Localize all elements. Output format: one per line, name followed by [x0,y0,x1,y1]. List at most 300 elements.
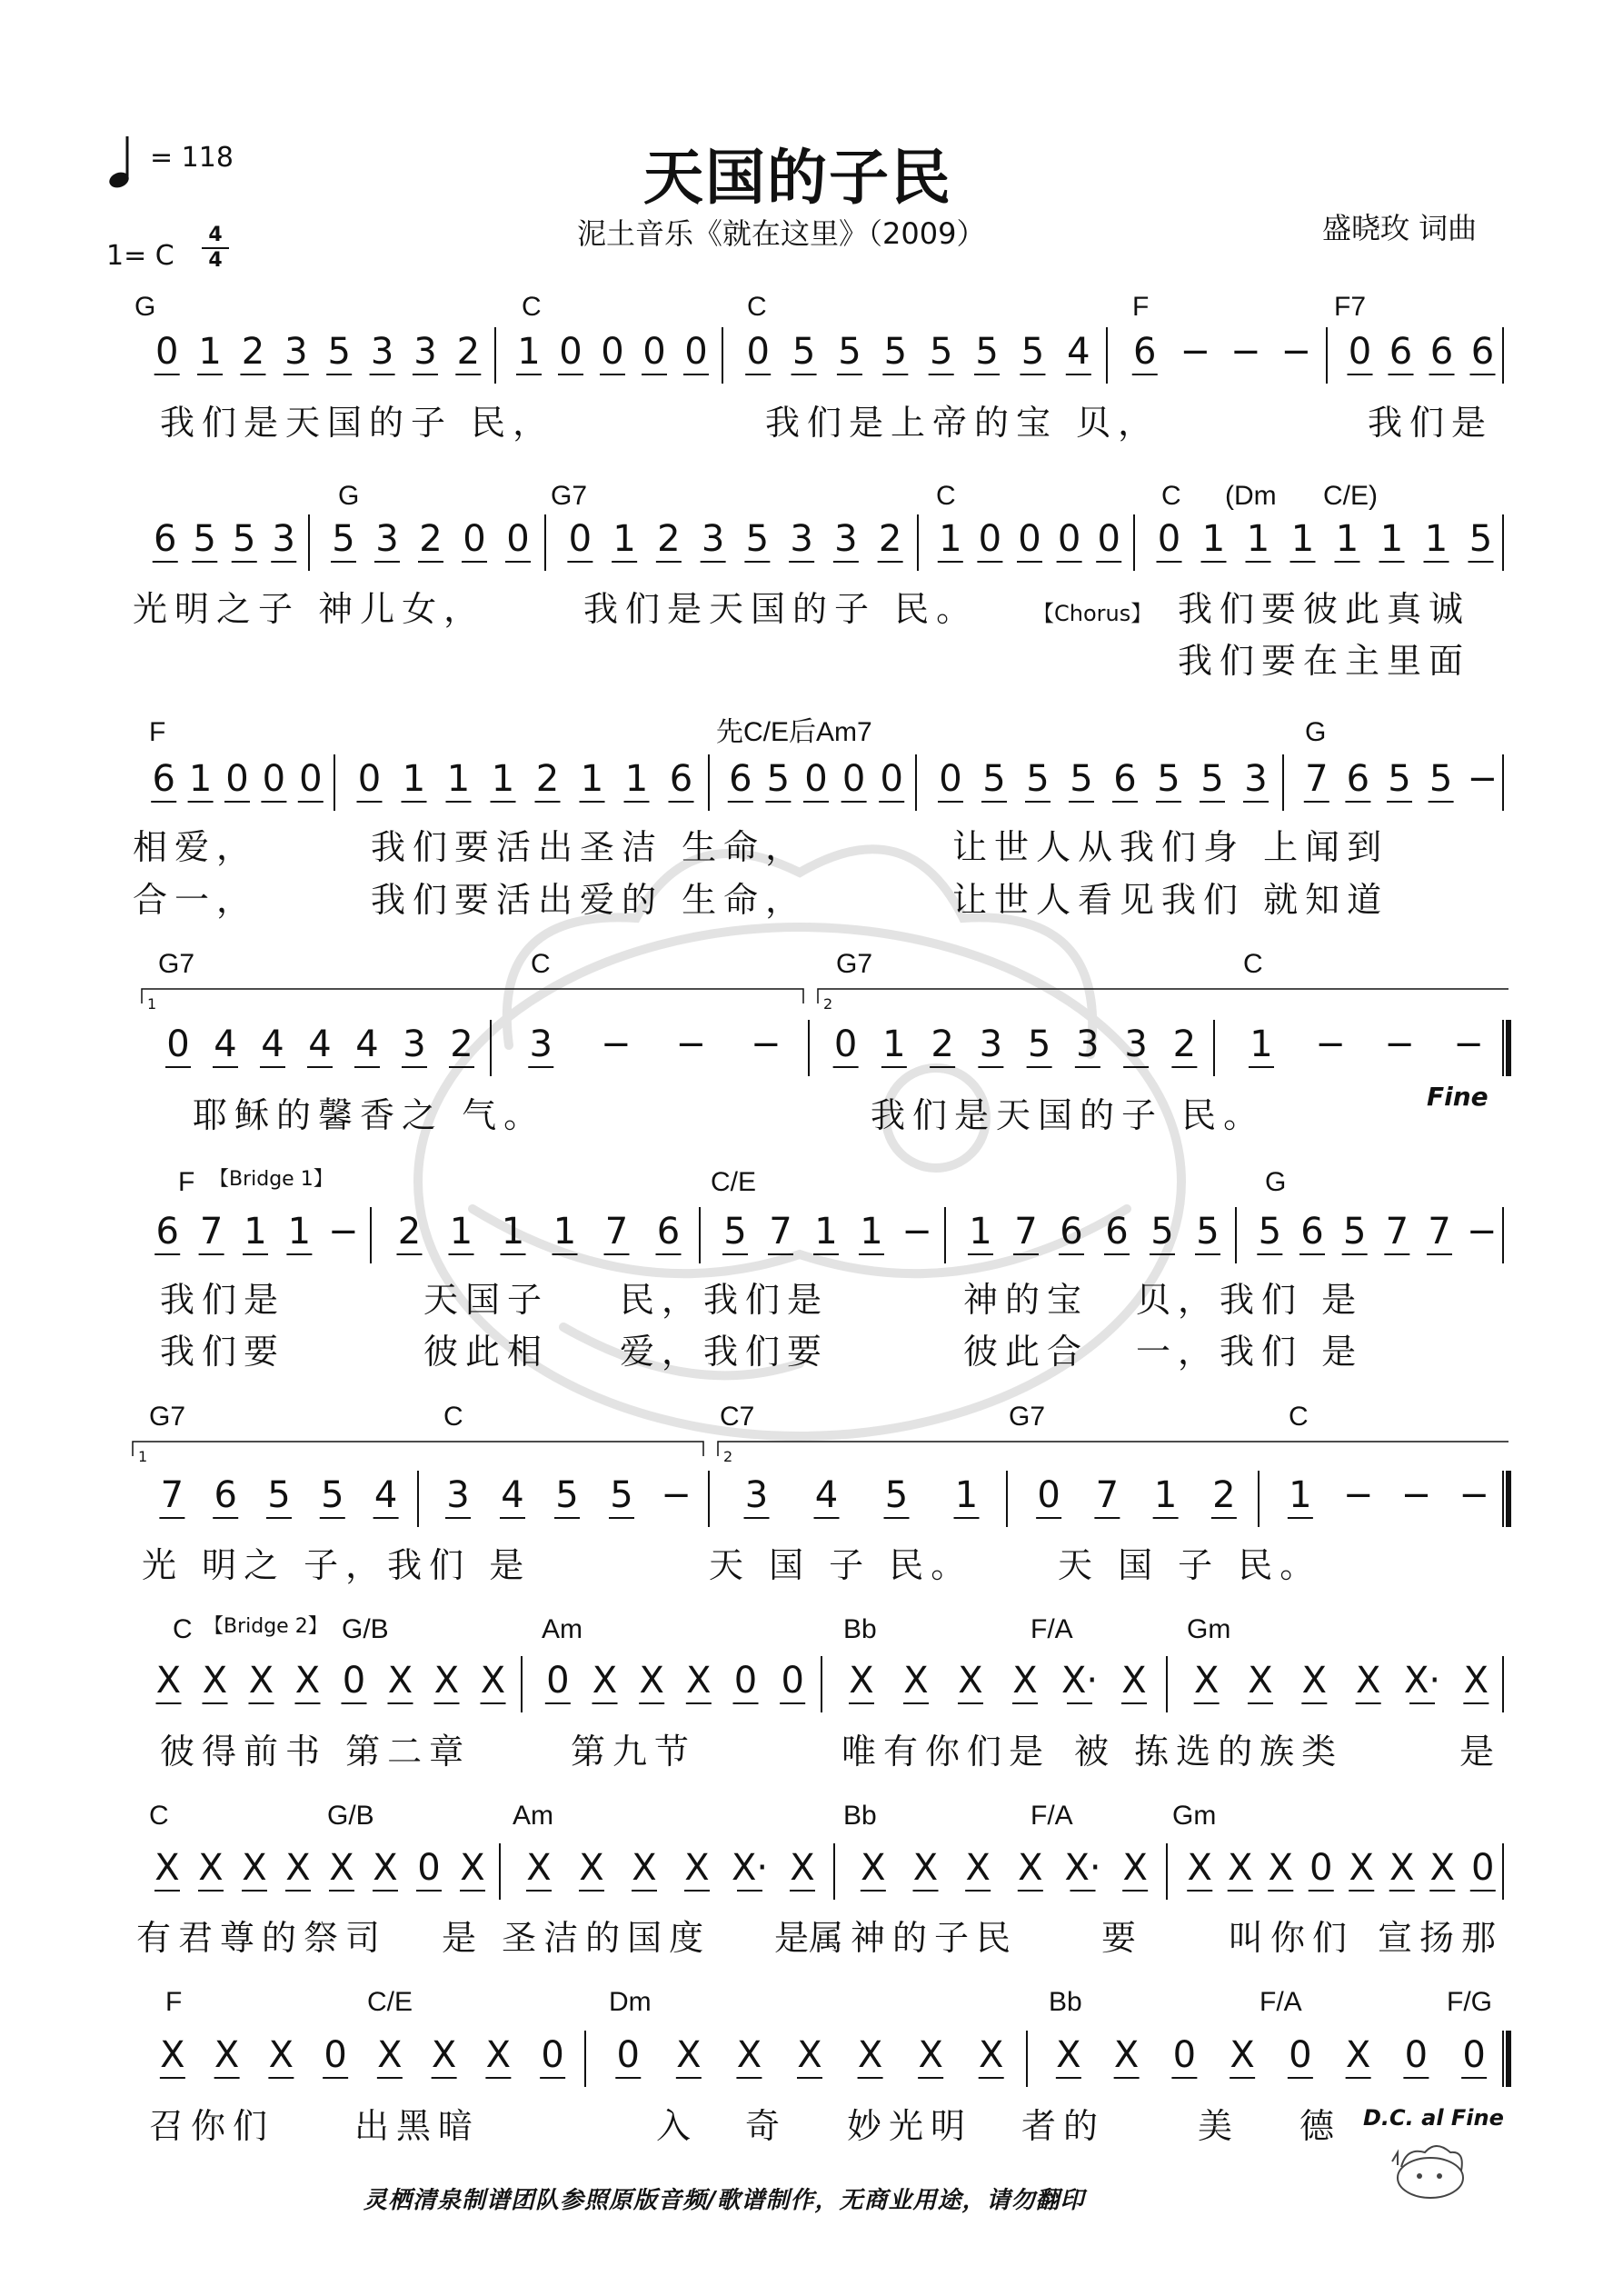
dc-al-fine-marking: D.C. al Fine [1363,2105,1504,2131]
note-glyph: X [268,2034,294,2076]
chord-label: C [1289,1402,1309,1432]
note-glyph: 3 [370,331,394,373]
note-glyph: X [684,1847,710,1889]
note-glyph: X [632,1847,657,1889]
note-glyph: 1 [446,758,471,800]
note-glyph: 0 [546,1660,570,1702]
note-glyph: 6 [1429,331,1454,373]
note-glyph: 0 [1097,518,1120,560]
section-label: 【Bridge 2】 [204,1615,328,1638]
note-glyph: 0 [559,331,582,373]
note-glyph: 0 [746,331,770,373]
note-glyph: X [1268,1847,1293,1889]
note-glyph: X [912,1847,939,1889]
note-glyph: X [198,1847,224,1889]
note-glyph: 5 [982,758,1006,800]
note-glyph: X [373,1847,398,1889]
note-glyph: 3 [790,518,813,560]
note-glyph: 0 [1471,1847,1495,1889]
note-glyph: 2 [931,1023,954,1065]
lyric-text: 宣扬那 [1378,1918,1504,1958]
note-glyph: − [661,1474,692,1516]
lyric-text: 一，我们 是 [1136,1332,1364,1372]
lyric-text: 我们要活出圣洁 生命， [371,827,808,867]
note-glyph: 3 [834,518,858,560]
note-glyph: X [377,2034,403,2076]
note-glyph: X [485,2034,512,2076]
lyric-text: 叫你们 [1229,1918,1355,1958]
lyric-text: 合一， [133,880,259,920]
note-glyph: X· [1060,1660,1099,1702]
note-glyph: 5 [1469,518,1493,560]
note-glyph: X [639,1660,664,1702]
note-glyph: 2 [1172,1023,1197,1065]
chord-label: G [134,292,156,322]
note-glyph: 1 [1379,518,1404,560]
note-glyph: 7 [1014,1211,1038,1253]
lyric-text: 召你们 [149,2106,275,2146]
note-glyph: 6 [152,758,175,800]
note-glyph: 3 [529,1023,553,1065]
note-glyph: − [1315,1023,1346,1065]
lyric-text: 让世人从我们身 上闻到 [952,827,1389,867]
note-glyph: X [1463,1660,1489,1702]
note-glyph: 2 [397,1211,422,1253]
time-sig-top: 4 [208,224,223,246]
note-glyph: 1 [188,758,213,800]
note-glyph: 4 [214,1023,237,1065]
note-glyph: X [1429,1847,1455,1889]
note-glyph: 5 [267,1474,291,1516]
note-glyph: 6 [1300,1211,1324,1253]
note-glyph: 1 [402,758,426,800]
note-glyph: 1 [553,1211,577,1253]
note-glyph: 2 [657,518,681,560]
note-glyph: 5 [1070,758,1093,800]
chord-label: F/A [1031,1614,1073,1644]
note-glyph: 1 [1424,518,1449,560]
note-glyph: − [1467,758,1498,800]
note-glyph: X [242,1847,267,1889]
note-glyph: 0 [154,331,179,373]
note-glyph: − [1466,1211,1498,1253]
note-glyph: X [918,2034,943,2076]
note-glyph: X [248,1660,274,1702]
note-glyph: 0 [1289,2034,1312,2076]
chord-label: Bb [843,1614,877,1644]
chord-label: F7 [1334,292,1367,322]
lyric-text: 光 明之 子，我们 是 [142,1545,532,1585]
chord-label: G7 [836,949,873,979]
second-ending-number: 2 [723,1448,733,1465]
chord-label: Bb [1049,1987,1082,2017]
note-glyph: 5 [929,331,953,373]
section-label: 【Bridge 1】 [209,1168,334,1191]
note-glyph: X [736,2034,762,2076]
note-glyph: X [1012,1660,1038,1702]
note-glyph: 1 [969,1211,992,1253]
note-glyph: 5 [1258,1211,1282,1253]
lyric-text: 者的 [1021,2106,1106,2146]
note-glyph: X [1355,1660,1381,1702]
note-glyph: X [797,2034,822,2076]
note-glyph: X [214,2034,240,2076]
note-glyph: 0 [1037,1474,1060,1516]
chord-label: 先C/E后Am7 [716,717,872,747]
lyric-text: 我们是上帝的宝 贝， [765,403,1160,443]
first-ending-bracket [133,1442,703,1456]
note-glyph: X [965,1847,991,1889]
note-glyph: − [1280,331,1312,373]
note-glyph: 0 [342,1660,366,1702]
note-glyph: 3 [375,518,399,560]
note-glyph: 1 [624,758,649,800]
note-glyph: 0 [568,518,592,560]
lyric-text: 是 [1459,1732,1502,1772]
note-glyph: 0 [880,758,903,800]
note-glyph: 7 [1095,1474,1120,1516]
note-glyph: 1 [882,1023,906,1065]
lyric-text: 我们是天国的子 民， [160,403,555,443]
note-glyph: 6 [1346,758,1370,800]
note-glyph: 5 [1342,1211,1367,1253]
note-glyph: 0 [833,1023,858,1065]
lyric-text: 被 拣选的族类 [1074,1732,1344,1772]
note-glyph: 5 [883,331,908,373]
note-glyph: 5 [745,518,770,560]
chord-label: C/E) [1323,481,1378,511]
note-glyph: 0 [463,518,486,560]
chord-label: F/A [1031,1801,1073,1831]
note-glyph: 0 [225,758,249,800]
note-glyph: 5 [1429,758,1453,800]
note-glyph: 0 [642,331,666,373]
note-glyph: 0 [733,1660,758,1702]
note-glyph: 0 [262,758,286,800]
lyric-text: 美 [1198,2106,1240,2146]
note-glyph: 1 [612,518,636,560]
lyric-text: 我们是 [160,1280,286,1320]
note-glyph: 1 [1289,1474,1312,1516]
lyric-text: 是 圣洁的国度 [442,1918,712,1958]
note-glyph: X· [731,1847,769,1889]
note-glyph: 7 [604,1211,629,1253]
note-glyph: X [676,2034,702,2076]
note-glyph: 0 [781,1660,804,1702]
note-glyph: X [1187,1847,1212,1889]
lyric-text: 彼此合 [963,1332,1090,1372]
note-glyph: 0 [357,758,382,800]
note-glyph: − [1230,331,1261,373]
chord-label: Gm [1172,1801,1217,1831]
note-glyph: 3 [1244,758,1268,800]
lyric-text: 要 [1101,1918,1144,1958]
note-glyph: − [600,1023,632,1065]
lyric-text: 唯有你们是 [841,1732,1051,1772]
note-glyph: X [1121,1660,1147,1702]
second-ending-number: 2 [823,995,833,1013]
note-glyph: − [1180,331,1211,373]
tempo-marking: = 118 [150,142,234,174]
chord-label: C [173,1614,193,1644]
note-glyph: 3 [272,518,295,560]
note-glyph: X [1122,1847,1148,1889]
note-glyph: 3 [701,518,725,560]
note-glyph: 1 [198,331,222,373]
note-glyph: X [1230,2034,1255,2076]
lyric-text: 我们要在主里面 [1178,641,1471,681]
chord-label: F/G [1447,1987,1492,2017]
lyric-text: 妙光明 [847,2106,973,2146]
note-glyph: 0 [978,518,1002,560]
note-glyph: 0 [804,758,828,800]
note-glyph: 1 [491,758,515,800]
chord-label: G [1265,1167,1287,1197]
note-glyph: 2 [1212,1474,1236,1516]
note-glyph: − [1342,1474,1374,1516]
chord-label: F/A [1260,1987,1302,2017]
note-glyph: 2 [535,758,560,800]
lyric-text: 奇 [745,2106,788,2146]
note-glyph: 0 [616,2034,641,2076]
note-glyph: X [285,1847,311,1889]
chord-label: C/E [367,1987,413,2017]
note-glyph: − [1384,1023,1415,1065]
note-glyph: 1 [1246,518,1270,560]
note-glyph: 4 [1067,331,1090,373]
note-glyph: X [790,1847,815,1889]
note-glyph: X· [1403,1660,1441,1702]
note-glyph: X [202,1660,228,1702]
note-glyph: X [1248,1660,1273,1702]
note-glyph: 3 [403,1023,426,1065]
lyric-text: 爱，我们要 [620,1332,830,1372]
lyric-text: 第九节 [571,1732,697,1772]
note-glyph: X [1193,1660,1220,1702]
chord-label: C [522,292,542,322]
note-glyph: 0 [939,758,962,800]
note-glyph: X [1018,1847,1043,1889]
note-glyph: 0 [1172,2034,1197,2076]
note-glyph: 6 [1105,1211,1129,1253]
lyric-text: 天 国 子 民。 [1058,1545,1322,1585]
chord-label: C7 [720,1402,755,1432]
note-glyph: 0 [1057,518,1081,560]
note-glyph: 7 [199,1211,224,1253]
note-glyph: 6 [1113,758,1137,800]
note-glyph: 1 [1153,1474,1178,1516]
lyric-text: 我们要活出爱的 生命， [371,880,808,920]
note-glyph: X [592,1660,618,1702]
note-glyph: 5 [327,331,351,373]
note-glyph: 5 [1027,1023,1051,1065]
note-glyph: X [979,2034,1004,2076]
chord-label: G [1305,717,1327,747]
note-glyph: X [1345,2034,1371,2076]
note-glyph: 6 [729,758,752,800]
note-glyph: 0 [1348,331,1372,373]
note-glyph: 5 [1157,758,1180,800]
note-glyph: X [329,1847,354,1889]
note-glyph: 2 [456,331,481,373]
note-glyph: 4 [308,1023,332,1065]
first-ending-number: 1 [147,995,157,1013]
note-glyph: X [294,1660,321,1702]
note-glyph: 1 [580,758,604,800]
second-ending-bracket [818,989,1508,1003]
note-glyph: 0 [1157,518,1181,560]
note-glyph: 0 [506,518,530,560]
note-glyph: 0 [841,758,866,800]
lyric-text: 属神的子民 [809,1918,1019,1958]
note-glyph: 1 [287,1211,312,1253]
composer-credit: 盛晓玫 词曲 [1322,211,1478,245]
note-glyph: 5 [884,1474,909,1516]
note-glyph: − [901,1211,932,1253]
note-glyph: 4 [373,1474,398,1516]
note-glyph: 5 [555,1474,579,1516]
chord-label: G7 [149,1402,186,1432]
note-glyph: X [387,1660,413,1702]
note-glyph: 4 [261,1023,284,1065]
note-glyph: 6 [1389,331,1413,373]
note-glyph: 0 [541,2034,564,2076]
footer-logo [1389,2131,1470,2203]
note-glyph: 2 [450,1023,473,1065]
lyric-text: 有君尊的祭司 [136,1918,388,1958]
note-glyph: 5 [332,518,355,560]
note-glyph: 5 [1021,331,1045,373]
note-glyph: 5 [1196,1211,1220,1253]
lyric-text: 天 国 子 民。 [709,1545,973,1585]
note-glyph: 3 [1124,1023,1148,1065]
note-glyph: 7 [1385,1211,1409,1253]
note-glyph: X [480,1660,506,1702]
note-glyph: X [857,2034,883,2076]
note-glyph: 0 [684,331,708,373]
note-glyph: 5 [792,331,816,373]
lyric-text: 彼得前书 第二章 [160,1732,472,1772]
note-glyph: 0 [324,2034,347,2076]
note-glyph: X [849,1660,874,1702]
note-glyph: − [675,1023,707,1065]
note-glyph: 6 [669,758,693,800]
note-glyph: 5 [193,518,216,560]
note-glyph: 7 [1428,1211,1451,1253]
fine-marking: Fine [1427,1082,1489,1112]
time-sig-bottom: 4 [208,249,223,272]
footer-notice: 灵栖清泉制谱团队参照原版音频/歌谱制作，无商业用途，请勿翻印 [363,2187,1085,2214]
chord-label: C [1243,949,1263,979]
note-glyph: 5 [233,518,256,560]
key-signature: 1= C [106,240,174,272]
chord-label: C [443,1402,463,1432]
note-glyph: 1 [449,1211,473,1253]
chord-label: F [165,1987,183,2017]
note-glyph: 0 [1404,2034,1429,2076]
chord-label: G/B [342,1614,389,1644]
chord-label: C [149,1801,169,1831]
lyric-text: 我们是天国的子 民。 [871,1095,1266,1135]
note-glyph: X [160,2034,185,2076]
lyric-text: 我们是 [1368,403,1494,443]
note-glyph: 1 [814,1211,838,1253]
note-glyph: 6 [154,518,177,560]
note-glyph: 4 [814,1474,839,1516]
note-glyph: 3 [979,1023,1003,1065]
note-glyph: 3 [413,331,437,373]
note-glyph: X [903,1660,929,1702]
lyric-text: 天国子 [423,1280,550,1320]
lyric-text: 耶稣的馨香之 气。 [193,1095,546,1135]
note-glyph: X [155,1660,182,1702]
note-glyph: X [526,1847,552,1889]
note-glyph: 1 [860,1211,883,1253]
first-ending-number: 1 [138,1448,148,1465]
note-glyph: 3 [744,1474,769,1516]
note-glyph: 2 [241,331,265,373]
lyric-text: 相爱， [133,827,259,867]
note-glyph: 1 [517,331,541,373]
note-glyph: 4 [355,1023,379,1065]
chord-label: Am [542,1614,582,1644]
note-glyph: 6 [1470,331,1495,373]
note-glyph: 5 [838,331,861,373]
note-glyph: 7 [1305,758,1329,800]
chord-label: C [747,292,767,322]
chord-label: C [531,949,551,979]
note-glyph: X [1228,1847,1253,1889]
chord-label: F [149,717,166,747]
note-glyph: − [750,1023,782,1065]
note-glyph: X [1301,1660,1328,1702]
lyric-text: 是 [774,1918,817,1958]
lyric-text: 光明之子 神儿女， [133,589,486,629]
lyric-text: 我们要 [160,1332,286,1372]
lyric-text: 【Chorus】 [1032,601,1153,626]
note-glyph: X [1349,1847,1374,1889]
chord-label: Gm [1187,1614,1231,1644]
note-glyph: − [328,1211,359,1253]
chord-label: Am [513,1801,553,1831]
note-glyph: 6 [1133,331,1157,373]
note-glyph: − [1459,1474,1489,1516]
chord-label: C [1161,481,1181,511]
note-glyph: 5 [610,1474,633,1516]
note-glyph: X [579,1847,604,1889]
note-glyph: X [433,1660,460,1702]
note-glyph: 5 [723,1211,747,1253]
lyric-text: 让世人看见我们 就知道 [952,880,1389,920]
second-ending-bracket [718,1442,1508,1456]
note-glyph: 5 [321,1474,344,1516]
note-glyph: 2 [878,518,902,560]
chord-label: F [178,1167,195,1197]
note-glyph: 6 [656,1211,681,1253]
note-glyph: 1 [244,1211,267,1253]
note-glyph: 0 [166,1023,190,1065]
note-glyph: 0 [1309,1847,1333,1889]
chord-label: F [1132,292,1150,322]
lyric-text: 我们要彼此真诚 [1178,589,1471,629]
note-glyph: 5 [975,331,999,373]
note-glyph: X [958,1660,983,1702]
note-glyph: 6 [214,1474,237,1516]
lyric-text: 德 [1299,2106,1342,2146]
note-glyph: − [1453,1023,1484,1065]
chord-label: G7 [158,949,195,979]
note-glyph: X [431,2034,457,2076]
